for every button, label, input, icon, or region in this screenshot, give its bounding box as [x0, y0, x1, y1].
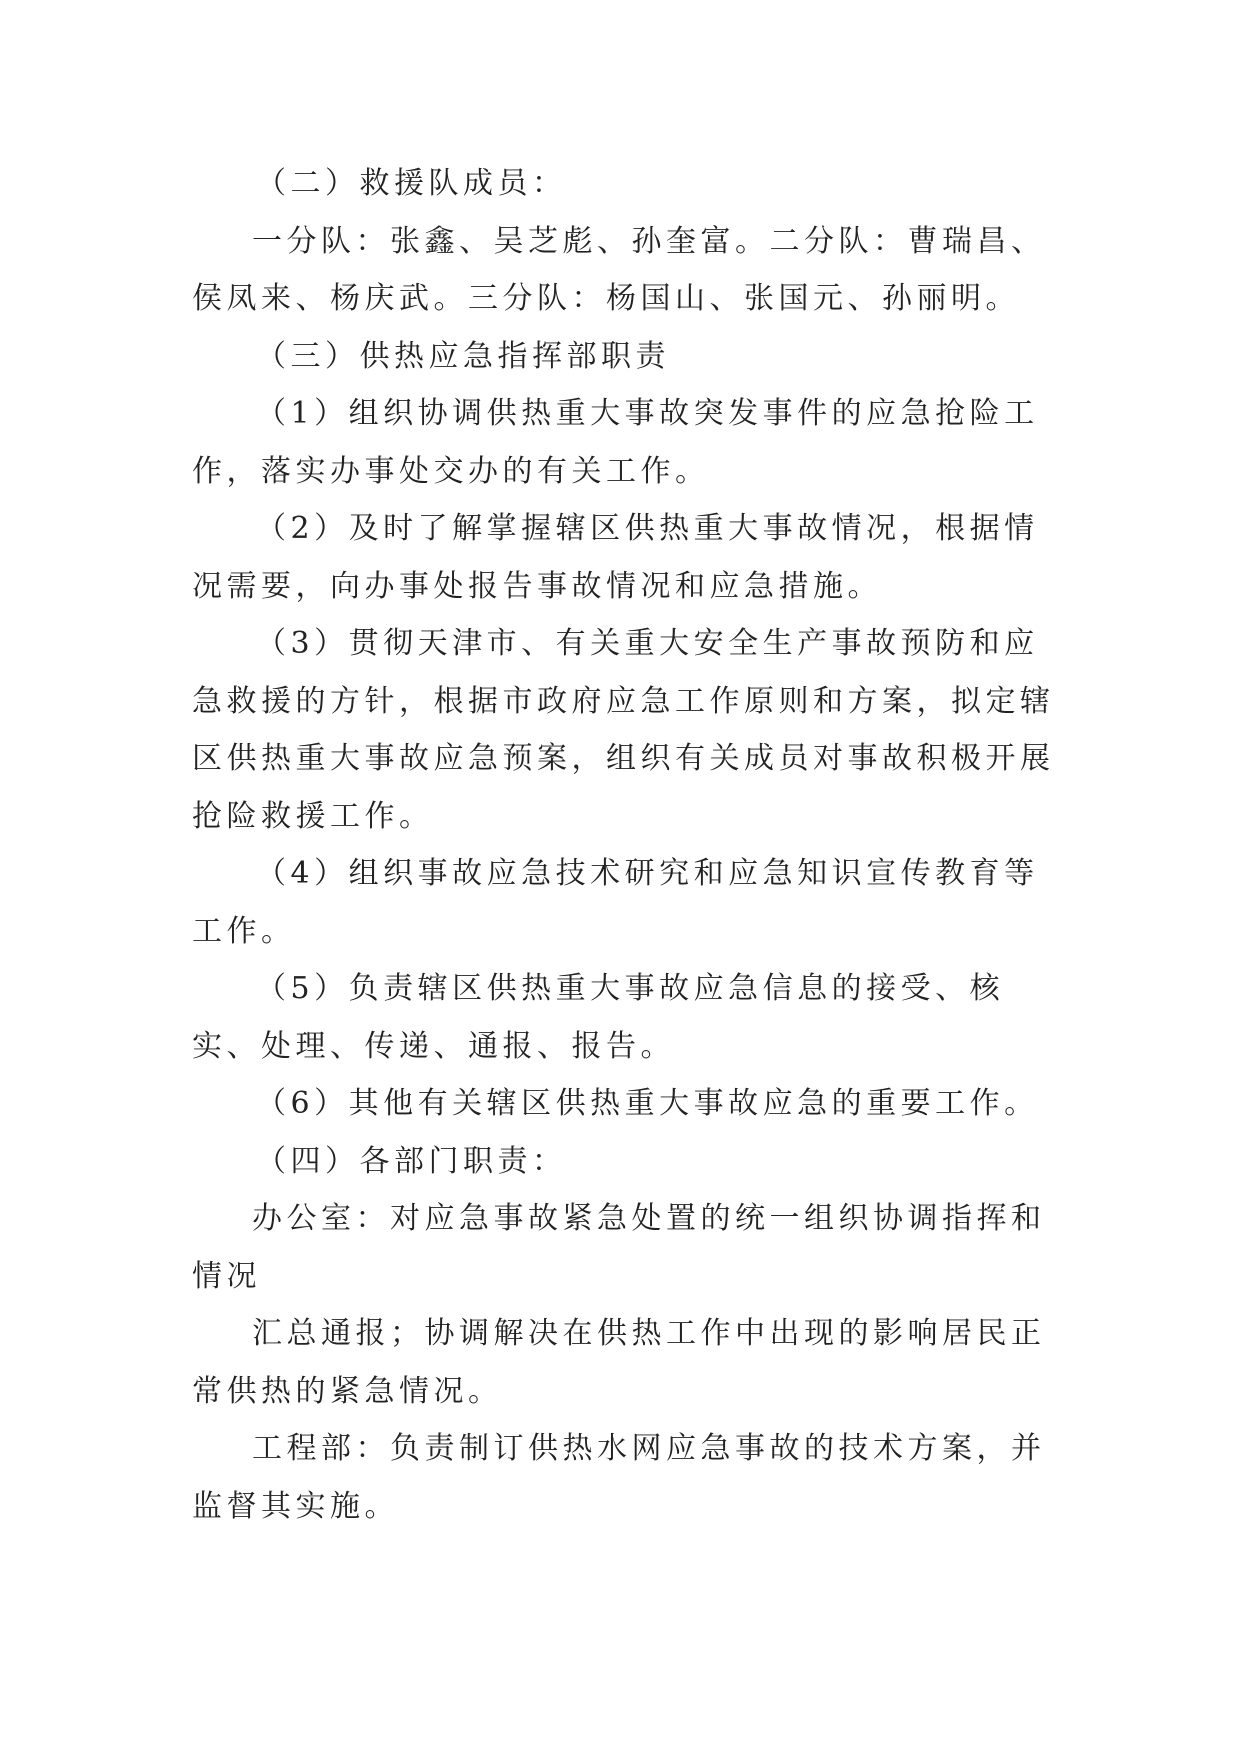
paragraph-duty-6: （6）其他有关辖区供热重大事故应急的重要工作。 — [256, 1086, 1039, 1121]
section-heading-command-duties: （三）供热应急指挥部职责 — [256, 338, 670, 374]
paragraph-engineering-duty: 工程部：负责制订供热水网应急事故的技术方案，并监督其实施。 — [192, 1431, 1046, 1524]
paragraph-office-duty-continued: 汇总通报；协调解决在供热工作中出现的影响居民正常供热的紧急情况。 — [192, 1316, 1046, 1409]
paragraph-duty-2: （2）及时了解掌握辖区供热重大事故情况，根据情况需要，向办事处报告事故情况和应急措施。 — [192, 511, 1039, 604]
paragraph-duty-5: （5）负责辖区供热重大事故应急信息的接受、核实、处理、传递、通报、报告。 — [192, 971, 1005, 1064]
paragraph-office-duty: 办公室：对应急事故紧急处置的统一组织协调指挥和情况 — [192, 1201, 1046, 1294]
paragraph-duty-4: （4）组织事故应急技术研究和应急知识宣传教育等工作。 — [192, 856, 1039, 949]
paragraph-team-members: 一分队：张鑫、吴芝彪、孙奎富。二分队：曹瑞昌、侯凤来、杨庆武。三分队：杨国山、张国元、孙丽明。 — [192, 223, 1046, 316]
section-heading-rescue-team: （二）救援队成员： — [256, 166, 567, 201]
document-body — [192, 155, 1072, 1535]
section-heading-department-duties: （四）各部门职责： — [256, 1143, 567, 1179]
paragraph-duty-3: （3）贯彻天津市、有关重大安全生产事故预防和应急救援的方针，根据市政府应急工作原则和方案，拟定辖区供热重大事故应急预案，组织有关成员对事故积极开展抢险救援工作。 — [192, 626, 1055, 834]
paragraph-duty-1: （1）组织协调供热重大事故突发事件的应急抢险工作，落实办事处交办的有关工作。 — [192, 396, 1039, 489]
